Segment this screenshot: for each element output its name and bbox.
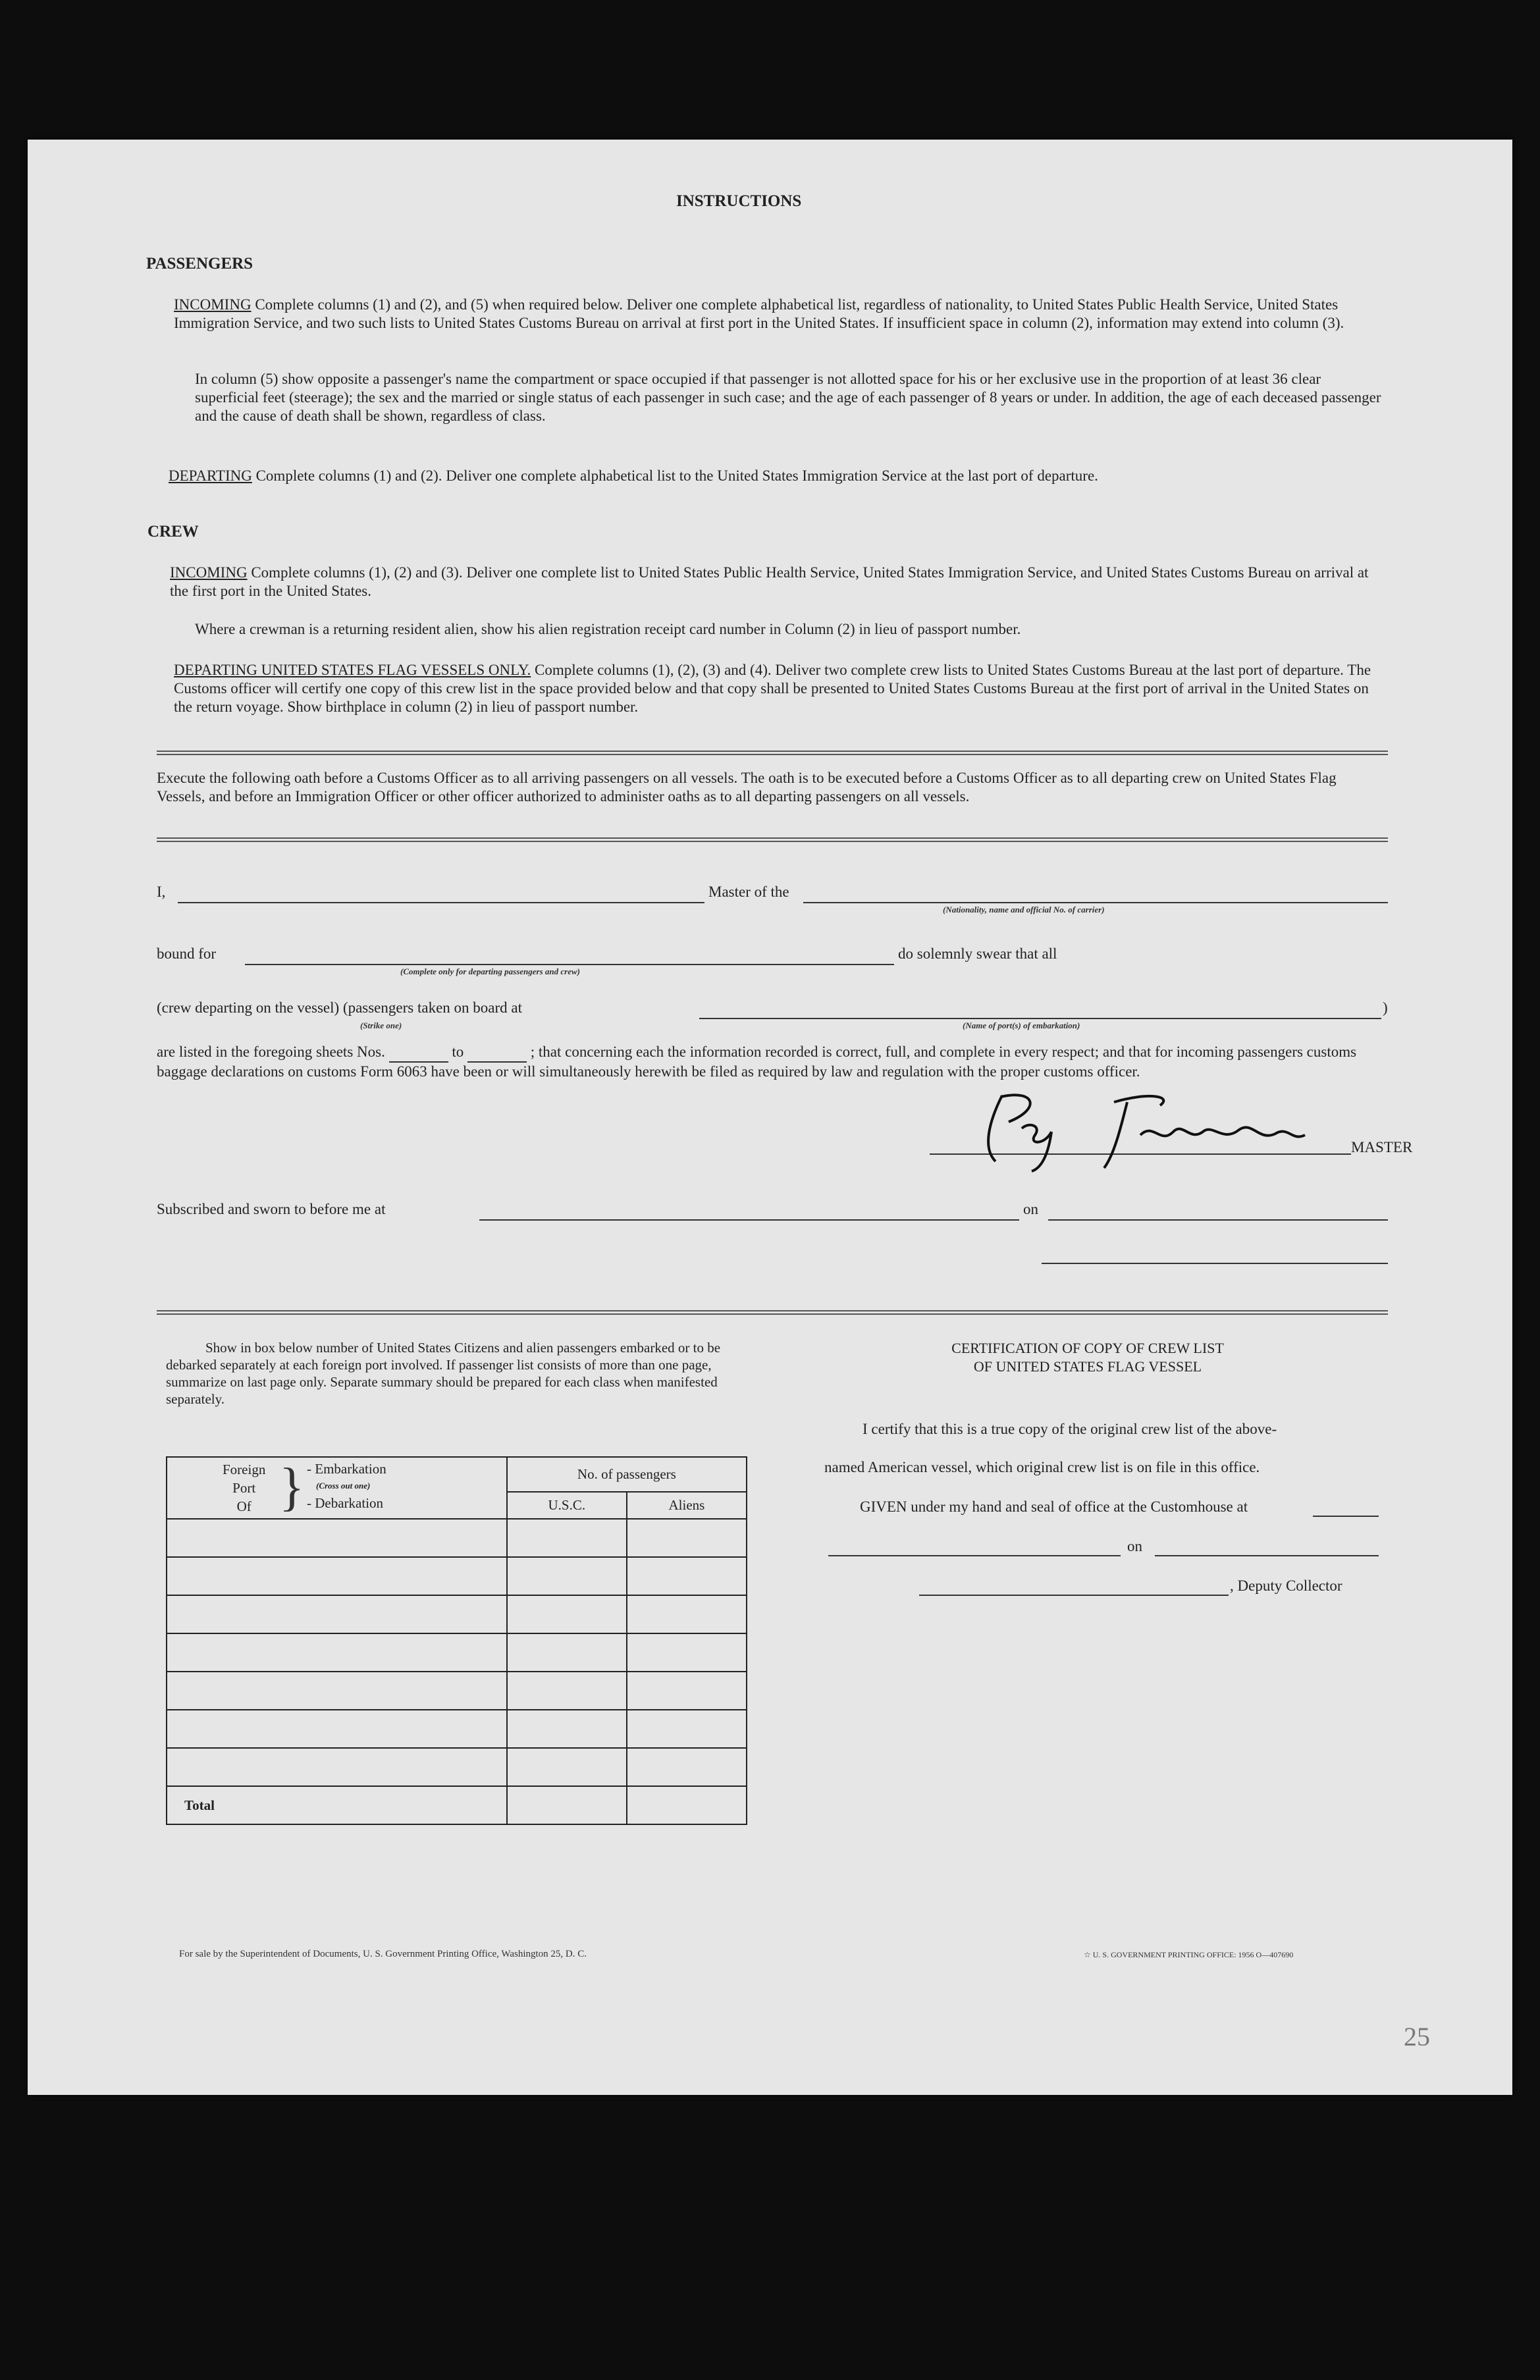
table-total-row <box>167 1786 747 1824</box>
table-row <box>167 1519 747 1557</box>
swear-label: do solemnly swear that all <box>898 945 1057 962</box>
given-label: GIVEN under my hand and seal of office at the Customhouse at <box>860 1498 1248 1515</box>
certification-text-2: named American vessel, which original crew list is on file in this office. <box>824 1459 1260 1475</box>
crew-departing-label: DEPARTING UNITED STATES FLAG VESSELS ONLY. <box>174 662 531 678</box>
certification-title-line-1: CERTIFICATION OF COPY OF CREW LIST <box>951 1340 1224 1356</box>
listed-text-2: ; that concerning each the information recorded is correct, full, and complete in every respect; and that for incoming passengers customs baggage declarations on customs Form 6063 have been or will simultaneously herewith be filed as required by law and regulation with the proper customs officer. <box>157 1044 1357 1080</box>
foreign-label: Foreign <box>223 1462 266 1477</box>
brace-icon: } <box>279 1458 305 1516</box>
passengers-heading: PASSENGERS <box>146 255 253 273</box>
table-row <box>167 1633 747 1672</box>
passengers-departing-text: Complete columns (1) and (2). Deliver one complete alphabetical list to the United States Immigration Service at the last port of departure. <box>255 467 1098 484</box>
crew-incoming-label: INCOMING <box>170 564 248 581</box>
footer-gpo-note: ☆ U. S. GOVERNMENT PRINTING OFFICE: 1956 O—407690 <box>1084 1950 1294 1959</box>
divider <box>157 751 1388 755</box>
passenger-summary-table <box>166 1456 747 1825</box>
total-aliens-cell[interactable] <box>627 1786 747 1824</box>
passengers-incoming-text: Complete columns (1) and (2), and (5) when required below. Deliver one complete alphabetical list, regardless of nationality, to United States Public Health Service, United States Immigration Service, and two such lists to United States Customs Bureau on arrival at first port in the United States. If insufficient space in column (2), information may extend into column (3). <box>174 296 1344 331</box>
table-row <box>167 1748 747 1786</box>
table-row <box>167 1710 747 1748</box>
document-page <box>28 140 1512 2095</box>
page-title: INSTRUCTIONS <box>676 192 802 210</box>
officer-signature-field[interactable] <box>1042 1263 1388 1264</box>
crew-departing-text: Complete columns (1), (2), (3) and (4). Deliver two complete crew lists to United States Customs Bureau at the last port of departure. The Customs officer will certify one copy of this crew list in the space provided below and that copy shall be presented to United States Customs Bureau at the first port of arrival in the United States on the return voyage. Show birthplace in column (2) in lieu of passport number. <box>174 662 1371 715</box>
debarkation-label: - Debarkation <box>307 1495 384 1511</box>
crew-passengers-label: (crew departing on the vessel) (passengers taken on board at <box>157 999 522 1016</box>
aliens-header: Aliens <box>627 1492 747 1519</box>
divider <box>157 1310 1388 1315</box>
table-row <box>167 1595 747 1633</box>
no-passengers-header: No. of passengers <box>507 1457 747 1492</box>
bound-for-label: bound for <box>157 945 217 962</box>
master-name-field[interactable] <box>178 902 704 903</box>
sheet-to-field[interactable] <box>467 1043 527 1063</box>
master-signature <box>963 1082 1358 1175</box>
listed-paragraph <box>157 1043 1388 1081</box>
deputy-signature-field[interactable] <box>919 1595 1229 1596</box>
passengers-incoming-label: INCOMING <box>174 296 252 313</box>
deputy-collector-label: , Deputy Collector <box>1230 1577 1342 1594</box>
listed-text-1: are listed in the foregoing sheets Nos. <box>157 1044 385 1060</box>
passengers-column5-paragraph: In column (5) show opposite a passenger's name the compartment or space occupied if that passenger is not allotted space for his or her exclusive use in the proportion of at least 36 clear superficial feet (steerage); the sex and the married or single status of each passenger in such case; and the age of each passenger of 8 years or under. In addition, the age of each deceased passenger and the cause of death shall be shown, regardless of class. <box>195 371 1381 424</box>
table-row <box>167 1557 747 1595</box>
embarkation-port-field[interactable] <box>699 1018 1381 1019</box>
total-usc-cell[interactable] <box>507 1786 627 1824</box>
subscribed-date-field[interactable] <box>1048 1219 1388 1221</box>
passengers-departing-paragraph <box>169 467 1385 485</box>
departing-caption: (Complete only for departing passengers and crew) <box>400 966 580 976</box>
to-label: to <box>452 1044 464 1060</box>
crew-heading: CREW <box>147 523 199 541</box>
oath-i-label: I, <box>157 884 166 900</box>
cross-out-caption: (Cross out one) <box>316 1481 371 1491</box>
certification-place-field[interactable] <box>828 1555 1121 1556</box>
certification-title-line-2: OF UNITED STATES FLAG VESSEL <box>973 1358 1202 1375</box>
sheet-from-field[interactable] <box>389 1043 448 1063</box>
summary-intro: Show in box below number of United States Citizens and alien passengers embarked or to be debarked separately at each foreign port involved. If passenger list consists of more than one page, summarize on last page only. Separate summary should be prepared for each class when manifested separately. <box>166 1340 721 1407</box>
table-row <box>167 1672 747 1710</box>
usc-header: U.S.C. <box>507 1492 627 1519</box>
crew-incoming-paragraph <box>170 564 1385 600</box>
total-label: Total <box>167 1786 507 1824</box>
passengers-incoming-paragraph <box>174 296 1385 332</box>
carrier-name-field[interactable] <box>803 902 1388 903</box>
customhouse-field[interactable] <box>1313 1516 1379 1517</box>
passengers-departing-label: DEPARTING <box>169 467 252 484</box>
crew-resident-paragraph: Where a crewman is a returning resident alien, show his alien registration receipt card number in Column (2) in lieu of passport number. <box>195 621 1021 637</box>
port-header-cell <box>167 1457 507 1519</box>
crew-departing-paragraph <box>174 661 1385 716</box>
page-number: 25 <box>1404 2022 1430 2051</box>
master-label: MASTER <box>1351 1139 1413 1155</box>
certification-on-label: on <box>1127 1538 1142 1554</box>
certification-title <box>851 1339 1325 1376</box>
embarkation-label: - Embarkation <box>307 1461 386 1477</box>
footer-printer-note: For sale by the Superintendent of Documents, U. S. Government Printing Office, Washington 25, D. C. <box>179 1949 587 1959</box>
strike-caption: (Strike one) <box>360 1020 402 1030</box>
port-caption: (Name of port(s) of embarkation) <box>963 1020 1080 1030</box>
master-of-label: Master of the <box>708 884 789 900</box>
certification-date-field[interactable] <box>1155 1555 1379 1556</box>
port-label: Port <box>232 1480 256 1496</box>
nationality-caption: (Nationality, name and official No. of carrier) <box>943 905 1105 914</box>
certification-text-1: I certify that this is a true copy of the original crew list of the above- <box>863 1421 1277 1437</box>
crew-incoming-text: Complete columns (1), (2) and (3). Deliver one complete list to United States Public Health Service, United States Immigration Service, and United States Customs Bureau on arrival at the first port in the United States. <box>170 564 1369 599</box>
bound-for-field[interactable] <box>245 964 894 965</box>
subscribed-on-label: on <box>1023 1201 1038 1217</box>
table-header-row <box>167 1457 747 1492</box>
close-paren: ) <box>1383 999 1388 1016</box>
subscribed-place-field[interactable] <box>479 1219 1019 1221</box>
divider <box>157 837 1388 842</box>
of-label: Of <box>236 1498 252 1514</box>
oath-intro: Execute the following oath before a Customs Officer as to all arriving passengers on all vessels. The oath is to be executed before a Customs Officer as to all departing crew on United States Flag Vessels, and before an Immigration Officer or other officer authorized to administer oaths as to all departing passengers on all vessels. <box>157 770 1337 805</box>
subscribed-label: Subscribed and sworn to before me at <box>157 1201 386 1217</box>
